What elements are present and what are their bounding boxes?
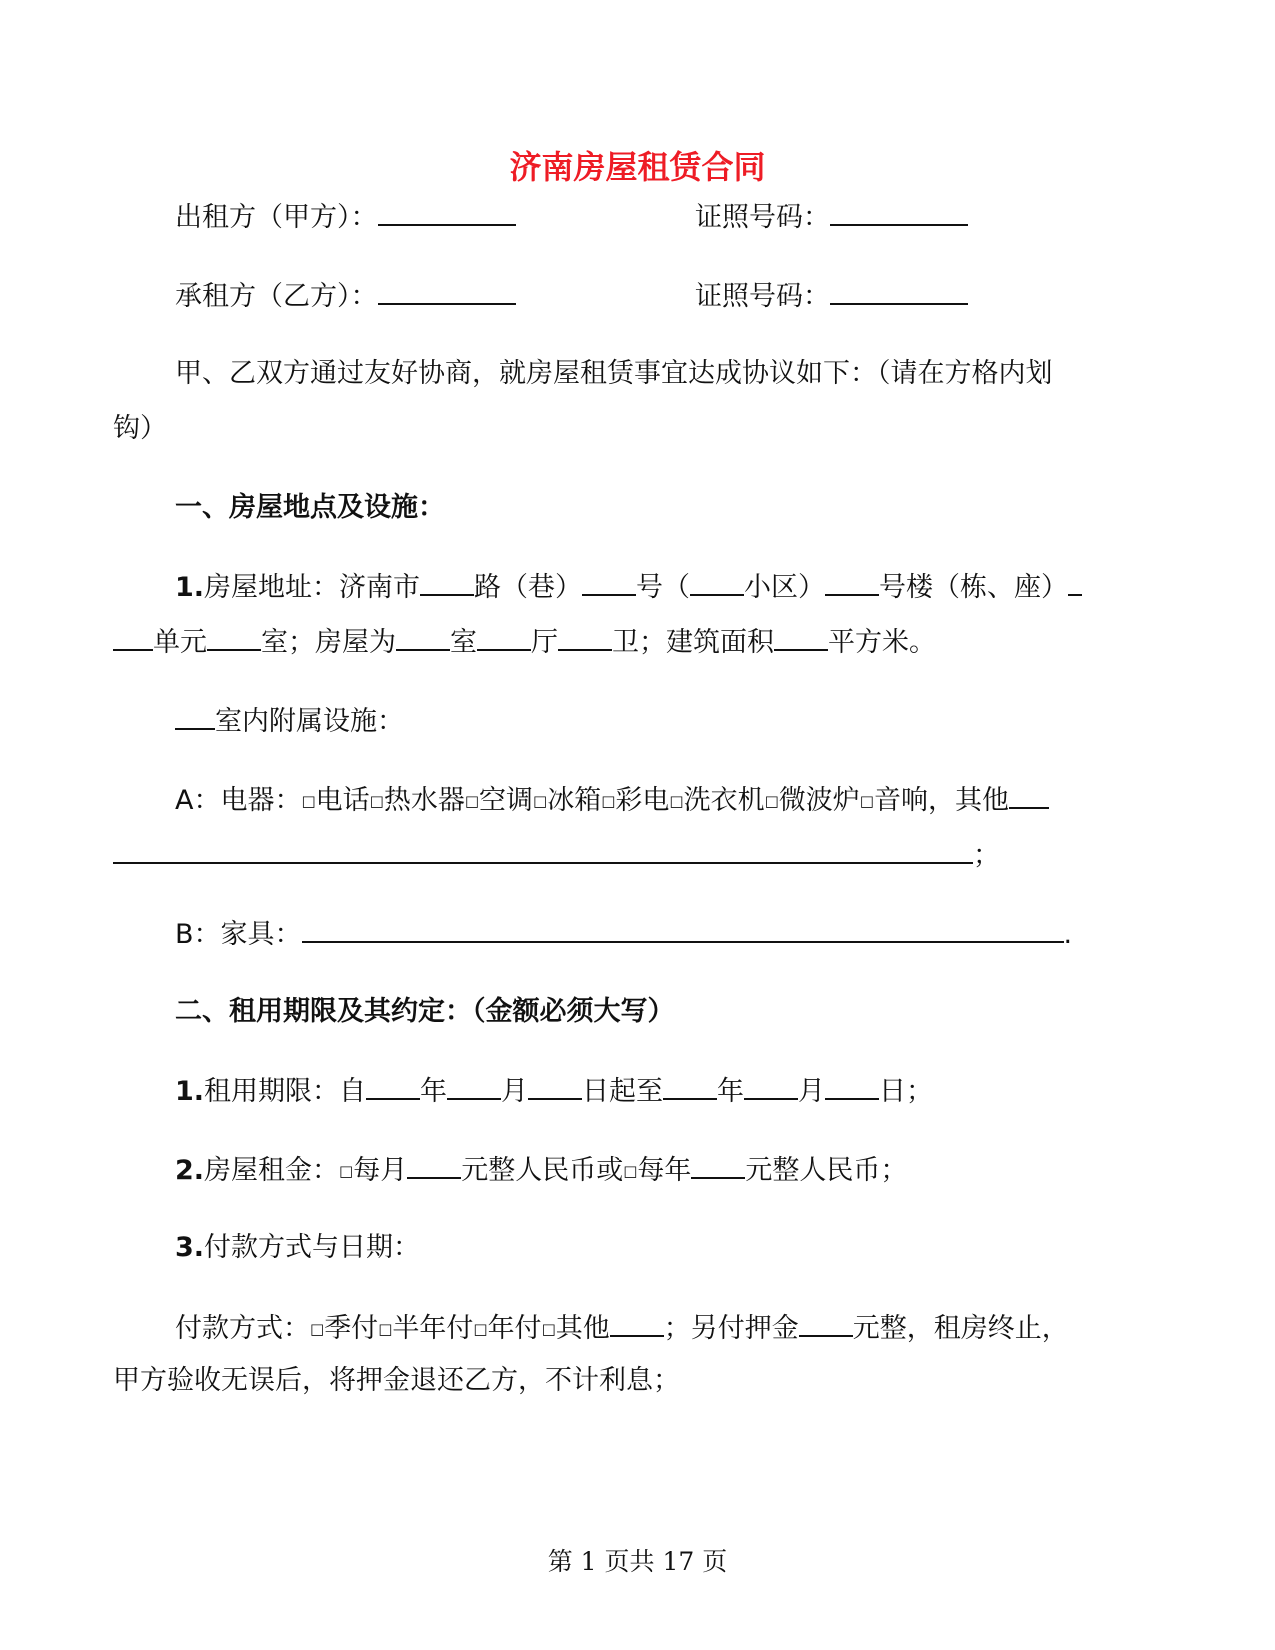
end-year-blank[interactable]: [663, 1070, 717, 1100]
other-payment-blank[interactable]: [610, 1307, 664, 1337]
section-2-heading: 二、租用期限及其约定：（金额必须大写）: [175, 996, 675, 1027]
address-label: 房屋地址：济南市: [204, 572, 421, 603]
lessor-id-blank[interactable]: [830, 196, 968, 226]
lessee-id-blank[interactable]: [830, 275, 968, 305]
checkbox-other-payment[interactable]: □: [541, 1320, 556, 1338]
start-month-blank[interactable]: [447, 1070, 501, 1100]
area-label: 卫；建筑面积: [612, 627, 774, 658]
yearly-rent-unit: 元整人民币；: [745, 1155, 908, 1186]
checkbox-quarterly[interactable]: □: [310, 1320, 325, 1338]
facilities-line: [175, 700, 1165, 742]
road-label: 路（巷）: [474, 572, 583, 603]
payment-method-line-2: 甲方验收无误后，将押金退还乙方，不计利息；: [113, 1365, 680, 1396]
end-day-label: 日；: [879, 1076, 934, 1107]
page-footer: 第 1 页共 17 页: [547, 1547, 728, 1576]
area-blank[interactable]: [774, 621, 828, 651]
checkbox-fridge[interactable]: □: [533, 792, 548, 810]
start-month-label: 月: [501, 1076, 529, 1107]
unit-label: 单元: [153, 627, 207, 658]
yearly-rent-blank[interactable]: [691, 1149, 745, 1179]
community-label: 小区）: [744, 572, 826, 603]
checkbox-monthly[interactable]: □: [339, 1162, 354, 1180]
intro-line-2: 钩）: [113, 413, 167, 444]
checkbox-yearly[interactable]: □: [623, 1162, 638, 1180]
option-half-yearly: 半年付: [392, 1313, 474, 1344]
bathroom-blank[interactable]: [558, 621, 612, 651]
facilities-label: 室内附属设施：: [215, 706, 404, 737]
unit-blank-end[interactable]: [113, 621, 153, 651]
area-unit: 平方米。: [828, 627, 936, 658]
furniture-blank[interactable]: [302, 913, 1064, 943]
deposit-blank[interactable]: [799, 1307, 853, 1337]
checkbox-washer[interactable]: □: [669, 792, 684, 810]
term-number: 1.: [175, 1076, 205, 1107]
road-blank[interactable]: [420, 566, 474, 596]
appliance-tv: 彩电: [615, 785, 670, 816]
option-annually: 年付: [487, 1313, 542, 1344]
appliances-label: A：电器：: [175, 785, 302, 816]
checkbox-annually[interactable]: □: [473, 1320, 488, 1338]
monthly-rent-blank[interactable]: [407, 1149, 461, 1179]
term-line: [175, 1070, 1165, 1112]
payment-method-line: [175, 1307, 1165, 1349]
bedroom-label: 室: [450, 627, 477, 658]
start-year-label: 年: [420, 1076, 448, 1107]
facilities-checkbox-blank[interactable]: [175, 700, 215, 730]
furniture-label: B：家具：: [175, 919, 302, 950]
term-label: 租用期限：自: [204, 1076, 367, 1107]
appliances-end: ；: [973, 840, 1000, 871]
living-room-label: 厅: [531, 627, 558, 658]
end-month-label: 月: [798, 1076, 826, 1107]
end-year-label: 年: [717, 1076, 745, 1107]
checkbox-air-conditioner[interactable]: □: [464, 792, 480, 810]
payment-line: [175, 1228, 1165, 1268]
checkbox-half-yearly[interactable]: □: [378, 1320, 393, 1338]
living-room-blank[interactable]: [477, 621, 531, 651]
rent-number: 2.: [175, 1155, 205, 1186]
payment-label: 付款方式与日期：: [204, 1232, 421, 1263]
room-label: 室；房屋为: [261, 627, 396, 658]
bedroom-blank[interactable]: [396, 621, 450, 651]
document-title: 济南房屋租赁合同: [509, 148, 766, 186]
checkbox-microwave[interactable]: □: [764, 792, 779, 810]
start-day-blank[interactable]: [528, 1070, 582, 1100]
end-day-blank[interactable]: [825, 1070, 879, 1100]
appliances-other-blank-start[interactable]: [1009, 779, 1049, 809]
appliance-stereo: 音响: [873, 785, 928, 816]
appliance-microwave: 微波炉: [778, 785, 860, 816]
furniture-end: .: [1063, 919, 1073, 950]
lessee-blank[interactable]: [378, 275, 516, 305]
unit-blank-start[interactable]: [1068, 566, 1082, 596]
deposit-label: ；另付押金: [663, 1313, 799, 1344]
room-blank[interactable]: [207, 621, 261, 651]
appliance-fridge: 冰箱: [547, 785, 602, 816]
appliance-water-heater: 热水器: [383, 785, 465, 816]
appliance-phone: 电话: [315, 785, 370, 816]
monthly-rent-unit: 元整人民币或: [461, 1155, 624, 1186]
appliances-other-blank[interactable]: [113, 834, 973, 864]
checkbox-stereo[interactable]: □: [859, 792, 874, 810]
checkbox-tv[interactable]: □: [601, 792, 616, 810]
option-quarterly: 季付: [324, 1313, 379, 1344]
lessor-blank[interactable]: [378, 196, 516, 226]
section-1-heading: 一、房屋地点及设施：: [175, 492, 445, 523]
furniture-line: [175, 913, 1165, 955]
number-label: 号（: [636, 572, 691, 603]
number-blank[interactable]: [582, 566, 636, 596]
address-line-2: [113, 621, 1163, 663]
rent-monthly-label: 每月: [353, 1155, 408, 1186]
end-month-blank[interactable]: [744, 1070, 798, 1100]
building-blank[interactable]: [825, 566, 879, 596]
address-line-1: [175, 566, 1165, 608]
start-day-label: 日起至: [582, 1076, 664, 1107]
lessee-label: 承租方（乙方）：: [175, 281, 378, 312]
rent-label: 房屋租金：: [204, 1155, 340, 1186]
lessor-id-label: 证照号码：: [695, 202, 830, 233]
lessee-id-label: 证照号码：: [695, 281, 830, 312]
payment-number: 3.: [175, 1232, 205, 1263]
rent-line: [175, 1149, 1165, 1191]
lessor-label: 出租方（甲方）：: [175, 202, 378, 233]
appliances-line-2: [113, 834, 1163, 876]
community-blank[interactable]: [690, 566, 744, 596]
start-year-blank[interactable]: [366, 1070, 420, 1100]
payment-method-label: 付款方式：: [175, 1313, 310, 1344]
appliances-line: [175, 779, 1165, 821]
intro-line-1: 甲、乙双方通过友好协商，就房屋租赁事宜达成协议如下：（请在方格内划: [175, 358, 1053, 389]
deposit-unit: 元整，租房终止，: [852, 1313, 1069, 1344]
appliance-washer: 洗衣机: [683, 785, 765, 816]
checkbox-phone[interactable]: □: [301, 792, 316, 810]
rent-yearly-label: 每年: [637, 1155, 692, 1186]
option-other: 其他: [555, 1313, 610, 1344]
appliance-air-conditioner: 空调: [479, 785, 534, 816]
address-number: 1.: [175, 572, 205, 603]
building-label: 号楼（栋、座）: [879, 572, 1069, 603]
appliances-other-label: ，其他: [927, 785, 1009, 816]
checkbox-water-heater[interactable]: □: [369, 792, 384, 810]
